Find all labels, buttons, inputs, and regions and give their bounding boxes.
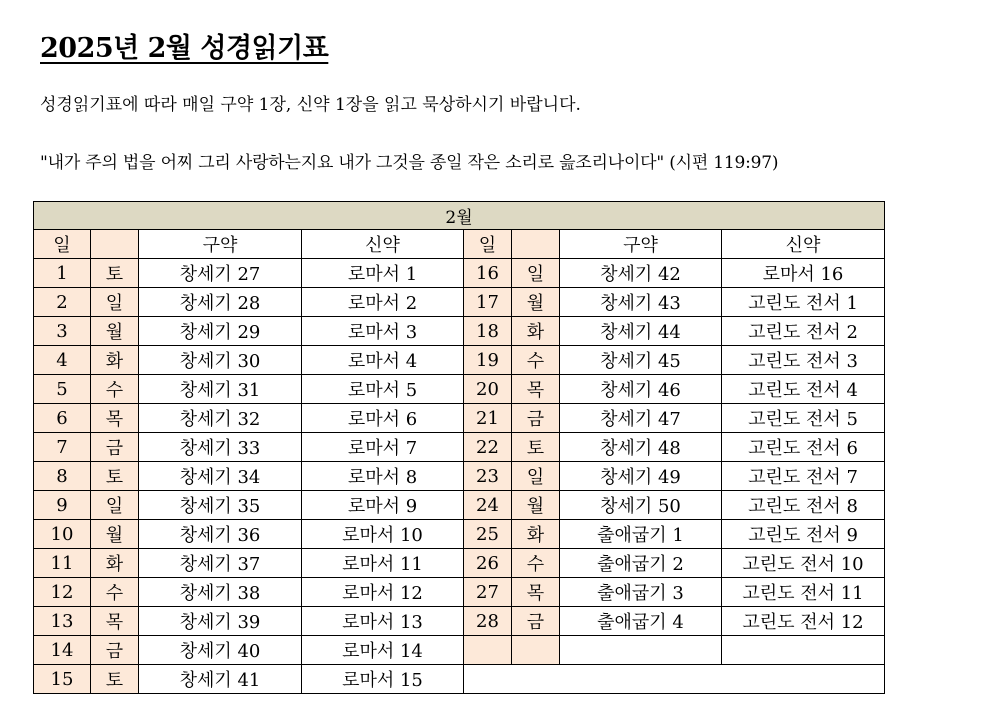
old-testament-cell: 출애굽기 2: [560, 549, 722, 578]
header-old-testament: 구약: [560, 230, 722, 259]
table-row: [34, 288, 885, 317]
weekday-cell: 금: [512, 404, 560, 433]
weekday-cell: 일: [91, 491, 139, 520]
new-testament-cell: 고린도 전서 10: [722, 549, 885, 578]
weekday-cell: 토: [91, 462, 139, 491]
header-old-testament: 구약: [139, 230, 302, 259]
weekday-cell: 월: [512, 491, 560, 520]
day-cell: 20: [464, 375, 512, 404]
new-testament-cell: 로마서 5: [302, 375, 464, 404]
weekday-cell: 수: [91, 578, 139, 607]
old-testament-cell: 창세기 28: [139, 288, 302, 317]
table-row: [34, 549, 885, 578]
day-cell: 4: [34, 346, 91, 375]
old-testament-cell: 창세기 48: [560, 433, 722, 462]
new-testament-cell: 고린도 전서 5: [722, 404, 885, 433]
column-header-row: [34, 230, 885, 259]
table-row: [34, 346, 885, 375]
table-row: [34, 375, 885, 404]
old-testament-cell: 창세기 37: [139, 549, 302, 578]
empty-cell: [464, 665, 885, 694]
new-testament-cell: 고린도 전서 12: [722, 607, 885, 636]
old-testament-cell: 창세기 33: [139, 433, 302, 462]
new-testament-cell: 고린도 전서 6: [722, 433, 885, 462]
day-cell: 27: [464, 578, 512, 607]
table-row: [34, 636, 885, 665]
old-testament-cell: 출애굽기 4: [560, 607, 722, 636]
new-testament-cell: 로마서 9: [302, 491, 464, 520]
new-testament-cell: 로마서 12: [302, 578, 464, 607]
day-cell: 24: [464, 491, 512, 520]
new-testament-cell: 고린도 전서 1: [722, 288, 885, 317]
weekday-cell: 수: [512, 346, 560, 375]
old-testament-cell: 창세기 43: [560, 288, 722, 317]
header-day: 일: [34, 230, 91, 259]
old-testament-cell: 창세기 39: [139, 607, 302, 636]
weekday-cell: 화: [91, 346, 139, 375]
reading-plan-table: [33, 201, 885, 694]
old-testament-cell: 창세기 45: [560, 346, 722, 375]
weekday-cell: 금: [91, 636, 139, 665]
new-testament-cell: 로마서 6: [302, 404, 464, 433]
old-testament-cell: 창세기 34: [139, 462, 302, 491]
old-testament-cell: 출애굽기 3: [560, 578, 722, 607]
table-row: [34, 665, 885, 694]
weekday-cell: 목: [512, 578, 560, 607]
new-testament-cell: 고린도 전서 9: [722, 520, 885, 549]
day-cell: 18: [464, 317, 512, 346]
day-cell: 11: [34, 549, 91, 578]
verse-quote: "내가 주의 법을 어찌 그리 사랑하는지요 내가 그것을 종일 작은 소리로 읊조리나이다" (시편 119:97): [40, 153, 779, 173]
weekday-cell: 토: [512, 433, 560, 462]
new-testament-cell: 고린도 전서 8: [722, 491, 885, 520]
new-testament-cell: 로마서 8: [302, 462, 464, 491]
intro-text: 성경읽기표에 따라 매일 구약 1장, 신약 1장을 읽고 묵상하시기 바랍니다.: [40, 95, 581, 115]
old-testament-cell: 창세기 27: [139, 259, 302, 288]
weekday-cell: 목: [91, 607, 139, 636]
old-testament-cell: 창세기 49: [560, 462, 722, 491]
day-cell: 2: [34, 288, 91, 317]
day-cell: 3: [34, 317, 91, 346]
new-testament-cell: 로마서 10: [302, 520, 464, 549]
weekday-cell: [512, 636, 560, 665]
old-testament-cell: 창세기 30: [139, 346, 302, 375]
weekday-cell: 화: [512, 317, 560, 346]
old-testament-cell: 창세기 38: [139, 578, 302, 607]
table-row: [34, 491, 885, 520]
day-cell: 16: [464, 259, 512, 288]
new-testament-cell: 로마서 7: [302, 433, 464, 462]
day-cell: 5: [34, 375, 91, 404]
weekday-cell: 월: [512, 288, 560, 317]
table-row: [34, 259, 885, 288]
day-cell: 23: [464, 462, 512, 491]
weekday-cell: 토: [91, 665, 139, 694]
weekday-cell: 목: [512, 375, 560, 404]
old-testament-cell: [560, 636, 722, 665]
new-testament-cell: 로마서 13: [302, 607, 464, 636]
table-row: [34, 462, 885, 491]
new-testament-cell: 로마서 2: [302, 288, 464, 317]
old-testament-cell: 창세기 35: [139, 491, 302, 520]
header-weekday: [91, 230, 139, 259]
weekday-cell: 일: [512, 259, 560, 288]
new-testament-cell: 로마서 14: [302, 636, 464, 665]
new-testament-cell: 로마서 16: [722, 259, 885, 288]
day-cell: 21: [464, 404, 512, 433]
new-testament-cell: 로마서 15: [302, 665, 464, 694]
day-cell: 19: [464, 346, 512, 375]
day-cell: 9: [34, 491, 91, 520]
day-cell: 8: [34, 462, 91, 491]
old-testament-cell: 창세기 46: [560, 375, 722, 404]
table-row: [34, 578, 885, 607]
new-testament-cell: 로마서 11: [302, 549, 464, 578]
old-testament-cell: 창세기 50: [560, 491, 722, 520]
month-header-row: [34, 202, 885, 230]
day-cell: 1: [34, 259, 91, 288]
day-cell: 28: [464, 607, 512, 636]
day-cell: 12: [34, 578, 91, 607]
new-testament-cell: 로마서 4: [302, 346, 464, 375]
day-cell: 6: [34, 404, 91, 433]
old-testament-cell: 출애굽기 1: [560, 520, 722, 549]
new-testament-cell: 고린도 전서 7: [722, 462, 885, 491]
month-label: 2월: [34, 202, 885, 230]
new-testament-cell: 로마서 1: [302, 259, 464, 288]
page-title: 2025년 2월 성경읽기표: [40, 33, 329, 64]
new-testament-cell: 고린도 전서 4: [722, 375, 885, 404]
header-new-testament: 신약: [722, 230, 885, 259]
weekday-cell: 목: [91, 404, 139, 433]
weekday-cell: 금: [512, 607, 560, 636]
old-testament-cell: 창세기 47: [560, 404, 722, 433]
day-cell: 10: [34, 520, 91, 549]
new-testament-cell: [722, 636, 885, 665]
day-cell: 13: [34, 607, 91, 636]
old-testament-cell: 창세기 29: [139, 317, 302, 346]
weekday-cell: 월: [91, 317, 139, 346]
day-cell: [464, 636, 512, 665]
new-testament-cell: 고린도 전서 11: [722, 578, 885, 607]
old-testament-cell: 창세기 42: [560, 259, 722, 288]
old-testament-cell: 창세기 40: [139, 636, 302, 665]
weekday-cell: 일: [91, 288, 139, 317]
old-testament-cell: 창세기 31: [139, 375, 302, 404]
weekday-cell: 화: [91, 549, 139, 578]
day-cell: 22: [464, 433, 512, 462]
new-testament-cell: 고린도 전서 3: [722, 346, 885, 375]
weekday-cell: 수: [512, 549, 560, 578]
weekday-cell: 일: [512, 462, 560, 491]
weekday-cell: 토: [91, 259, 139, 288]
header-day: 일: [464, 230, 512, 259]
weekday-cell: 월: [91, 520, 139, 549]
table-row: [34, 404, 885, 433]
day-cell: 17: [464, 288, 512, 317]
day-cell: 7: [34, 433, 91, 462]
header-new-testament: 신약: [302, 230, 464, 259]
weekday-cell: 수: [91, 375, 139, 404]
table-row: [34, 520, 885, 549]
weekday-cell: 화: [512, 520, 560, 549]
table-row: [34, 317, 885, 346]
new-testament-cell: 로마서 3: [302, 317, 464, 346]
old-testament-cell: 창세기 32: [139, 404, 302, 433]
old-testament-cell: 창세기 41: [139, 665, 302, 694]
old-testament-cell: 창세기 44: [560, 317, 722, 346]
header-weekday: [512, 230, 560, 259]
new-testament-cell: 고린도 전서 2: [722, 317, 885, 346]
day-cell: 15: [34, 665, 91, 694]
day-cell: 26: [464, 549, 512, 578]
old-testament-cell: 창세기 36: [139, 520, 302, 549]
table-row: [34, 607, 885, 636]
table-row: [34, 433, 885, 462]
day-cell: 14: [34, 636, 91, 665]
day-cell: 25: [464, 520, 512, 549]
weekday-cell: 금: [91, 433, 139, 462]
